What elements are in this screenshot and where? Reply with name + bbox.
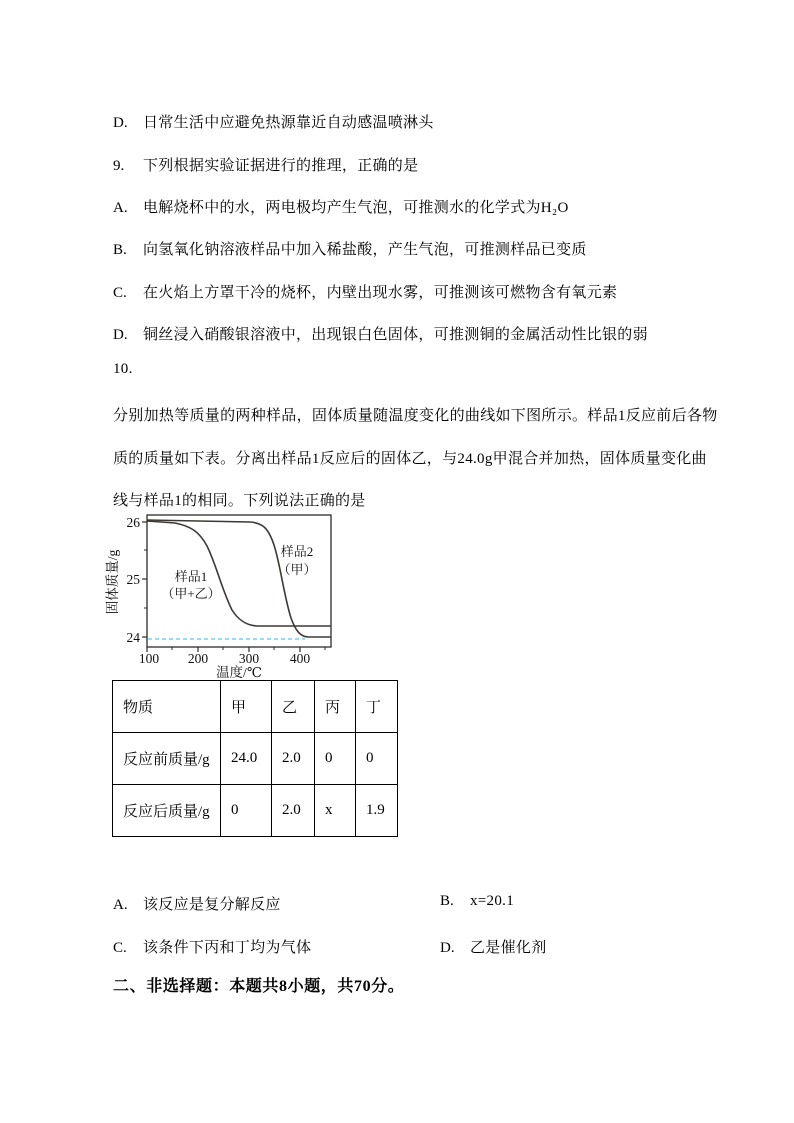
table-row (113, 785, 398, 837)
option-text: 铜丝浸入硝酸银溶液中，出现银白色固体，可推测铜的金属活动性比银的弱 (143, 327, 648, 343)
q9-option-d (113, 323, 648, 344)
table-cell: 2.0 (272, 785, 315, 837)
q10-paragraph-line: 线与样品1的相同。下列说法正确的是 (113, 493, 366, 509)
table-header-cell: 物质 (113, 681, 221, 733)
option-letter: C. (113, 940, 127, 956)
q10-option-a (113, 893, 281, 914)
q10-number: 10. (113, 361, 133, 377)
q9-option-a (113, 196, 569, 217)
option-letter: D. (113, 327, 128, 343)
q9-stem (113, 154, 418, 175)
y-axis-label: 固体质量/g (105, 549, 120, 615)
question-number: 9. (113, 158, 125, 174)
table-header-cell: 丁 (356, 681, 398, 733)
option-text: 向氢氧化钠溶液样品中加入稀盐酸，产生气泡，可推测样品已变质 (143, 242, 587, 258)
mass-table (112, 680, 398, 837)
x-tick-label: 200 (187, 651, 209, 666)
option-text: 在火焰上方罩干冷的烧杯，内壁出现水雾，可推测该可燃物含有氧元素 (143, 285, 618, 301)
q10-option-c (113, 936, 311, 957)
q10-paragraph-line: 质的质量如下表。分离出样品1反应后的固体乙，与24.0g甲混合并加热，固体质量变化曲 (113, 451, 707, 467)
option-letter: C. (113, 285, 127, 301)
question-text: 下列根据实验证据进行的推理，正确的是 (143, 158, 419, 174)
option-letter: D. (113, 115, 128, 131)
x-tick-label: 400 (289, 651, 311, 666)
table-row (113, 733, 398, 785)
table-cell: 0 (315, 733, 356, 785)
table-cell: 反应后质量/g (113, 785, 221, 837)
curve-label-sample1: 样品1 (174, 569, 208, 584)
option-letter: A. (113, 897, 128, 913)
table-header-cell: 乙 (272, 681, 315, 733)
q10-option-b (440, 893, 514, 910)
option-text: 电解烧杯中的水，两电极均产生气泡，可推测水的化学式为H₂O (143, 200, 569, 216)
x-tick-label: 300 (238, 651, 260, 666)
q9-option-b (113, 238, 587, 259)
option-text: 该条件下丙和丁均为气体 (143, 940, 312, 956)
option-text: 该反应是复分解反应 (143, 897, 281, 913)
table-cell: 24.0 (221, 733, 272, 785)
y-tick-label: 26 (126, 515, 140, 530)
option-letter: B. (440, 893, 454, 909)
option-letter: D. (440, 940, 455, 956)
x-axis-label: 温度/℃ (216, 665, 262, 680)
y-tick-label: 24 (126, 630, 140, 645)
table-cell: x (315, 785, 356, 837)
section-header: 二、非选择题：本题共8小题，共70分。 (113, 978, 405, 995)
option-text: x=20.1 (470, 893, 515, 909)
mass-temperature-chart (95, 505, 365, 680)
table-header-cell: 甲 (221, 681, 272, 733)
option-text: 日常生活中应避免热源靠近自动感温喷淋头 (143, 115, 434, 131)
curve-label-sample2-sub: （甲） (277, 562, 317, 577)
table-header-cell: 丙 (315, 681, 356, 733)
option-letter: B. (113, 242, 127, 258)
option-text: 乙是催化剂 (470, 940, 547, 956)
y-tick-label: 25 (126, 572, 140, 587)
q10-paragraph-line: 分别加热等质量的两种样品，固体质量随温度变化的曲线如下图所示。样品1反应前后各物 (113, 408, 718, 424)
table-header-row (113, 681, 398, 733)
x-tick-label: 100 (138, 651, 160, 666)
q8-option-d (113, 111, 434, 132)
table-cell: 0 (356, 733, 398, 785)
option-letter: A. (113, 200, 128, 216)
table-cell: 2.0 (272, 733, 315, 785)
table-cell: 1.9 (356, 785, 398, 837)
curve-label-sample2: 样品2 (280, 544, 314, 559)
q9-option-c (113, 281, 617, 302)
curve-label-sample1-sub: （甲+乙） (161, 586, 221, 601)
table-cell: 反应前质量/g (113, 733, 221, 785)
table-cell: 0 (221, 785, 272, 837)
q10-option-d (440, 936, 547, 957)
